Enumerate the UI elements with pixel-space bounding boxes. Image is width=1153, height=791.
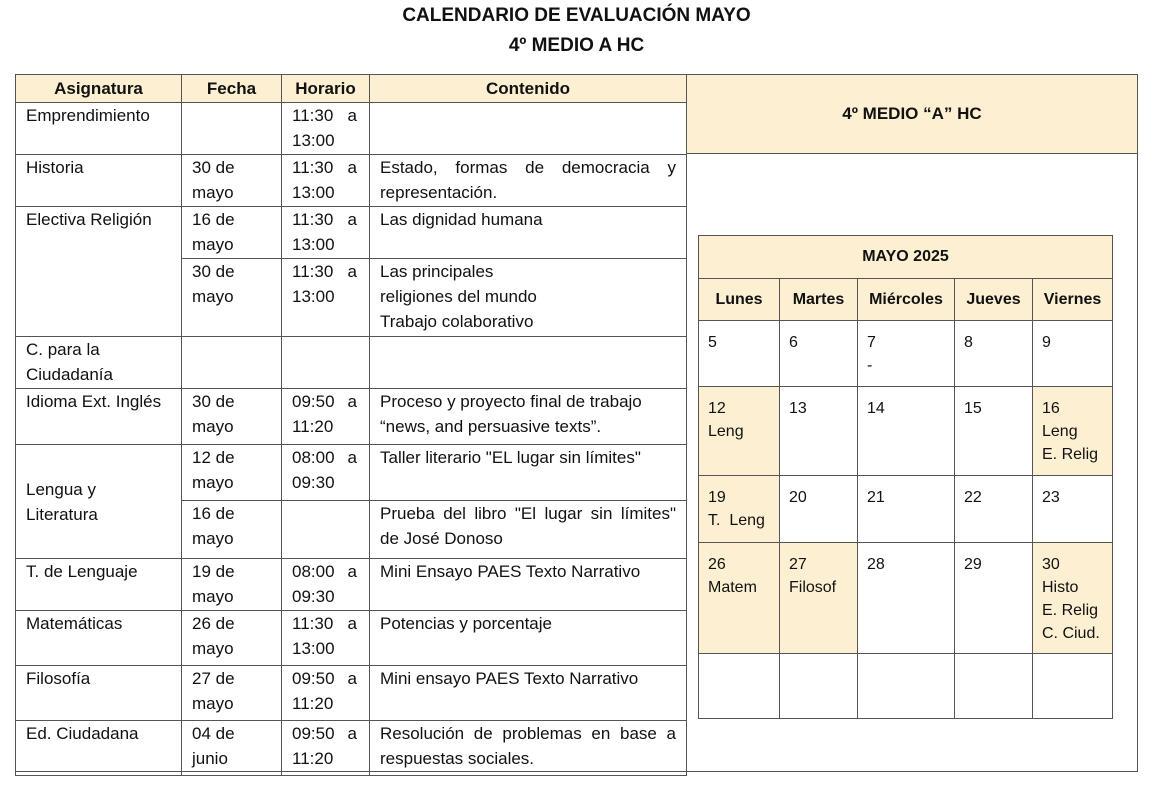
content-cell: Mini ensayo PAES Texto Narrativo xyxy=(370,666,687,721)
table-row xyxy=(16,389,687,445)
date-cell: 12 de mayo xyxy=(182,445,282,501)
calendar-day xyxy=(1033,476,1113,543)
weekday-header: Lunes xyxy=(699,279,780,321)
table-row xyxy=(16,611,687,666)
time-cell: 11:30 a 13:00 xyxy=(282,611,370,666)
day-event: Matem xyxy=(708,579,757,596)
table-row xyxy=(16,155,687,207)
header-asignatura: Asignatura xyxy=(16,75,182,103)
calendar-day xyxy=(780,543,858,654)
day-number: 19 xyxy=(708,489,726,506)
day-event: C. Ciud. xyxy=(1042,625,1100,642)
weekday-header: Viernes xyxy=(1033,279,1113,321)
content-cell: Estado, formas de democracia y representación. xyxy=(370,155,687,207)
day-number: 14 xyxy=(867,400,885,417)
day-number: 16 xyxy=(1042,400,1060,417)
calendar-day xyxy=(699,321,780,387)
day-event: E. Relig xyxy=(1042,602,1099,619)
content-line: Las principales xyxy=(380,262,494,281)
date-cell: 30 de mayo xyxy=(182,259,282,337)
subject-cell: C. para la Ciudadanía xyxy=(16,337,182,389)
day-number: 20 xyxy=(789,489,807,506)
day-number: 22 xyxy=(964,489,982,506)
table-row xyxy=(16,721,687,776)
subject-cell: Electiva Religión xyxy=(16,207,182,337)
time-cell xyxy=(282,501,370,559)
calendar-day-empty xyxy=(1033,654,1113,719)
calendar-day xyxy=(780,476,858,543)
content-cell xyxy=(370,337,687,389)
header-contenido: Contenido xyxy=(370,75,687,103)
header-horario: Horario xyxy=(282,75,370,103)
calendar-month-title: MAYO 2025 xyxy=(699,236,1113,279)
day-number: 5 xyxy=(708,334,717,351)
time-cell xyxy=(282,337,370,389)
content-line: religiones del mundo xyxy=(380,287,537,306)
content-cell xyxy=(370,103,687,155)
calendar-day-empty xyxy=(858,654,955,719)
date-cell xyxy=(182,103,282,155)
weekday-header: Miércoles xyxy=(858,279,955,321)
calendar-day-empty xyxy=(699,654,780,719)
date-cell: 27 de mayo xyxy=(182,666,282,721)
content-cell: Resolución de problemas en base a respuestas sociales. xyxy=(370,721,687,776)
time-cell: 11:30 a 13:00 xyxy=(282,103,370,155)
subject-cell: Emprendimiento xyxy=(16,103,182,155)
header-fecha: Fecha xyxy=(182,75,282,103)
time-cell: 11:30 a 13:00 xyxy=(282,155,370,207)
day-number: 26 xyxy=(708,556,726,573)
calendar-day-empty xyxy=(780,654,858,719)
content-line: “news, and persuasive texts”. xyxy=(380,417,602,436)
day-number: 23 xyxy=(1042,489,1060,506)
calendar-day xyxy=(955,321,1033,387)
subject-cell: T. de Lenguaje xyxy=(16,559,182,611)
calendar-day xyxy=(699,387,780,476)
day-number: 29 xyxy=(964,556,982,573)
calendar-day xyxy=(1033,321,1113,387)
content-line: Proceso y proyecto final de trabajo xyxy=(380,392,642,411)
day-note: - xyxy=(867,357,873,374)
calendar-day xyxy=(780,321,858,387)
date-cell: 16 de mayo xyxy=(182,207,282,259)
content-cell: Mini Ensayo PAES Texto Narrativo xyxy=(370,559,687,611)
calendar-day xyxy=(955,476,1033,543)
subject-cell: Historia xyxy=(16,155,182,207)
evaluation-table xyxy=(15,74,687,776)
date-cell: 16 de mayo xyxy=(182,501,282,559)
calendar-day xyxy=(780,387,858,476)
time-cell: 09:50 a 11:20 xyxy=(282,666,370,721)
day-event: Filosof xyxy=(789,579,837,596)
date-cell: 30 de mayo xyxy=(182,389,282,445)
calendar-day xyxy=(1033,543,1113,654)
day-number: 27 xyxy=(789,556,807,573)
time-cell: 08:00 a 09:30 xyxy=(282,445,370,501)
day-number: 13 xyxy=(789,400,807,417)
subject-cell: Lengua y Literatura xyxy=(16,445,182,559)
time-cell: 09:50 a 11:20 xyxy=(282,389,370,445)
day-event: Histo xyxy=(1042,579,1079,596)
content-cell xyxy=(370,259,687,337)
day-number: 12 xyxy=(708,400,726,417)
course-label: 4º MEDIO “A” HC xyxy=(686,74,1138,154)
day-number: 7 xyxy=(867,334,876,351)
calendar-day xyxy=(858,321,955,387)
subject-cell: Matemáticas xyxy=(16,611,182,666)
day-number: 21 xyxy=(867,489,885,506)
table-row xyxy=(16,337,687,389)
date-cell: 30 de mayo xyxy=(182,155,282,207)
calendar-day xyxy=(858,476,955,543)
calendar-day xyxy=(699,476,780,543)
subject-cell: Filosofía xyxy=(16,666,182,721)
calendar-day xyxy=(955,387,1033,476)
date-cell xyxy=(182,337,282,389)
table-row xyxy=(16,207,687,259)
calendar-day xyxy=(858,543,955,654)
table-row xyxy=(16,445,687,501)
calendar-day xyxy=(858,387,955,476)
calendar-day xyxy=(1033,387,1113,476)
table-row xyxy=(16,103,687,155)
day-number: 15 xyxy=(964,400,982,417)
day-number: 30 xyxy=(1042,556,1060,573)
content-line: Trabajo colaborativo xyxy=(380,312,534,331)
time-cell: 09:50 a 11:20 xyxy=(282,721,370,776)
date-cell: 26 de mayo xyxy=(182,611,282,666)
header-row xyxy=(16,75,687,103)
day-number: 6 xyxy=(789,334,798,351)
content-cell: Las dignidad humana xyxy=(370,207,687,259)
day-event: E. Relig xyxy=(1042,446,1099,463)
time-cell: 11:30 a 13:00 xyxy=(282,259,370,337)
day-number: 8 xyxy=(964,334,973,351)
calendar-day-empty xyxy=(955,654,1033,719)
table-row xyxy=(16,666,687,721)
subject-cell: Ed. Ciudadana xyxy=(16,721,182,776)
time-cell: 11:30 a 13:00 xyxy=(282,207,370,259)
time-cell: 08:00 a 09:30 xyxy=(282,559,370,611)
day-event: Leng xyxy=(1042,423,1078,440)
day-event: T. Leng xyxy=(708,512,765,529)
content-cell xyxy=(370,389,687,445)
document-title: CALENDARIO DE EVALUACIÓN MAYO xyxy=(402,5,751,26)
content-cell: Potencias y porcentaje xyxy=(370,611,687,666)
content-cell: Prueba del libro "El lugar sin límites" de José Donoso xyxy=(370,501,687,559)
weekday-header: Martes xyxy=(780,279,858,321)
date-cell: 19 de mayo xyxy=(182,559,282,611)
content-cell: Taller literario "EL lugar sin límites" xyxy=(370,445,687,501)
weekday-header: Jueves xyxy=(955,279,1033,321)
month-calendar xyxy=(698,235,1113,719)
table-row xyxy=(16,559,687,611)
calendar-day xyxy=(955,543,1033,654)
day-number: 9 xyxy=(1042,334,1051,351)
calendar-day xyxy=(699,543,780,654)
day-number: 28 xyxy=(867,556,885,573)
subject-cell: Idioma Ext. Inglés xyxy=(16,389,182,445)
day-event: Leng xyxy=(708,423,744,440)
date-cell: 04 de junio xyxy=(182,721,282,776)
document-subtitle: 4º MEDIO A HC xyxy=(508,35,645,56)
